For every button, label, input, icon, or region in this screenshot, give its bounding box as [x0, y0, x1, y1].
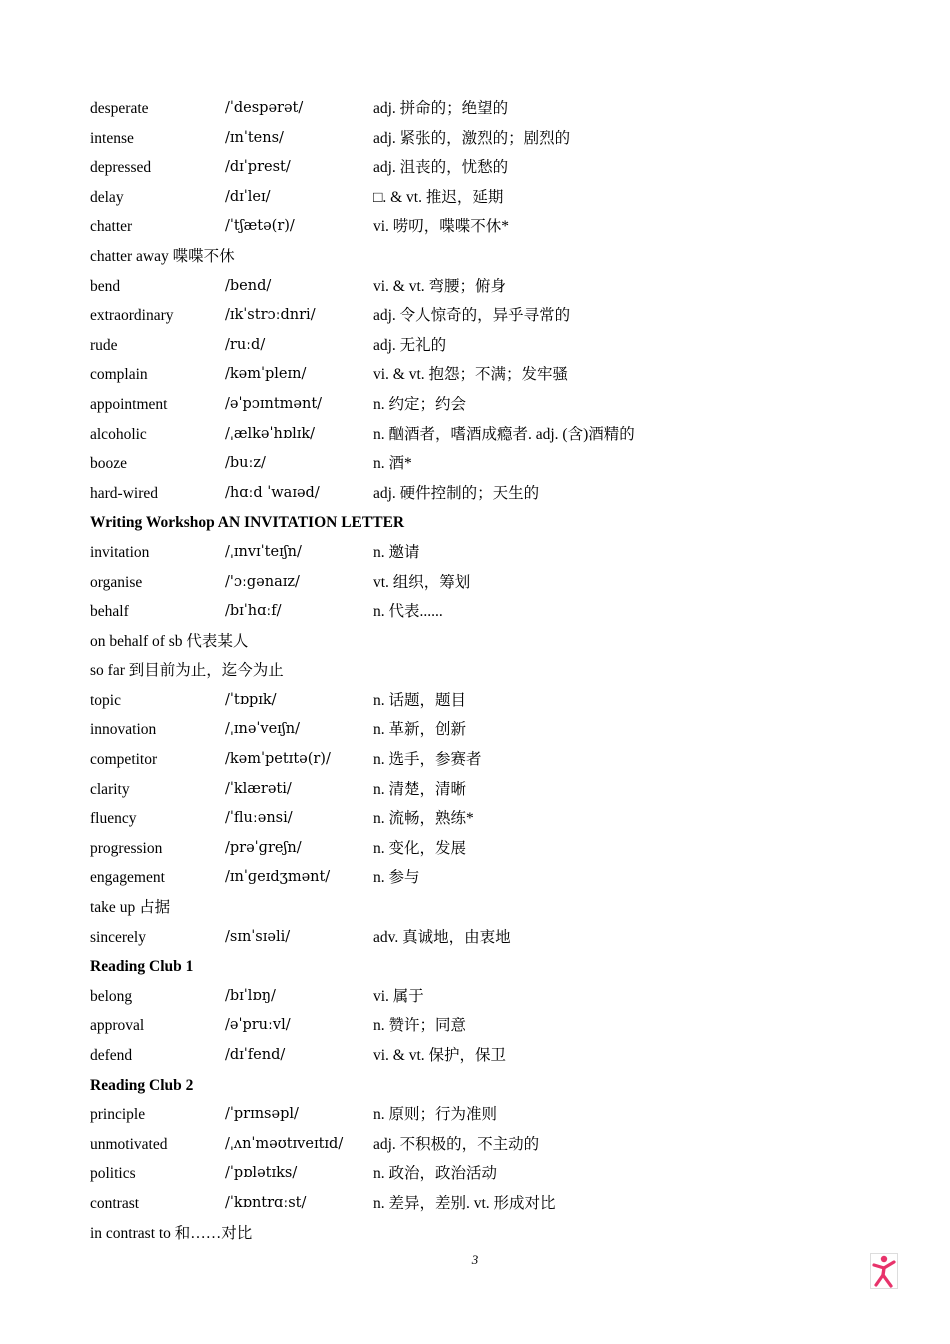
phrase-row: [90, 242, 890, 272]
vocab-phonetic: /ˌʌnˈməʊtɪveɪtɪd/: [225, 1135, 344, 1152]
vocab-phonetic: /ˌɪnvɪˈteɪʃn/: [225, 543, 302, 560]
vocab-entry-row: [90, 1100, 890, 1130]
vocab-entry-row: [90, 923, 890, 953]
vocab-entry-row: [90, 1159, 890, 1189]
vocab-phonetic: /kəmˈpleɪn/: [225, 366, 307, 383]
vocab-entry-row: [90, 1041, 890, 1071]
vocab-phonetic: /əˈpɔɪntmənt/: [225, 395, 323, 412]
vocab-phonetic: /ruːd/: [225, 336, 266, 353]
section-heading-text: Writing Workshop AN INVITATION LETTER: [90, 514, 405, 532]
vocab-word: approval: [90, 1017, 145, 1035]
vocab-phonetic: /dɪˈfend/: [225, 1047, 286, 1063]
vocab-phonetic: /ˈtʃætə(r)/: [225, 218, 295, 235]
vocab-meaning: n. 酗酒者，嗜酒成瘾者. adj. (含)酒精的: [373, 425, 635, 443]
phrase-text: on behalf of sb 代表某人: [90, 632, 249, 650]
vocab-entry-row: [90, 745, 890, 775]
vocab-meaning: adj. 拼命的；绝望的: [373, 100, 509, 117]
vocabulary-list: [90, 94, 890, 1248]
vocab-word: bend: [90, 277, 121, 295]
phrase-row: [90, 893, 890, 923]
vocab-word: behalf: [90, 603, 129, 621]
vocab-meaning: n. 清楚，清晰: [373, 780, 467, 798]
section-heading: [90, 1071, 890, 1101]
vocab-word: clarity: [90, 780, 130, 798]
vocab-meaning: vi. & vt. 抱怨；不满；发牢骚: [373, 366, 569, 384]
vocab-meaning: n. 政治，政治活动: [373, 1165, 498, 1183]
phrase-row: [90, 1219, 890, 1249]
vocab-meaning: adj. 紧张的，激烈的；剧烈的: [373, 129, 571, 147]
vocab-word: complain: [90, 366, 148, 384]
vocab-word: invitation: [90, 543, 150, 561]
vocab-entry-row: [90, 715, 890, 745]
vocab-phonetic: /ɪnˈtens/: [225, 129, 284, 146]
vocab-phonetic: /kəmˈpetɪtə(r)/: [225, 751, 331, 768]
vocab-entry-row: [90, 479, 890, 509]
vocab-entry-row: [90, 775, 890, 805]
phrase-text: so far 到目前为止，迄今为止: [90, 662, 284, 680]
vocab-word: belong: [90, 987, 133, 1005]
vocab-phonetic: /ˌɪnəˈveɪʃn/: [225, 721, 300, 738]
vocab-meaning: □. & vt. 推迟，延期: [373, 188, 504, 206]
vocab-phonetic: /ˈtɒpɪk/: [225, 691, 277, 708]
vocab-word: appointment: [90, 395, 168, 413]
section-heading: [90, 952, 890, 982]
vocab-phonetic: /buːz/: [225, 455, 266, 472]
vocab-meaning: vi. 唠叨，喋喋不休*: [373, 218, 510, 236]
vocab-phonetic: /hɑːd ˈwaɪəd/: [225, 484, 320, 501]
vocab-word: rude: [90, 336, 118, 354]
vocab-phonetic: /ɪkˈstrɔːdnri/: [225, 307, 316, 324]
phrase-row: [90, 627, 890, 657]
vocab-word: topic: [90, 691, 121, 709]
vocab-phonetic: /əˈpruːvl/: [225, 1017, 291, 1034]
vocab-word: unmotivated: [90, 1135, 168, 1153]
vocab-entry-row: [90, 212, 890, 242]
vocab-entry-row: [90, 153, 890, 183]
vocab-word: politics: [90, 1165, 136, 1183]
vocab-entry-row: [90, 94, 890, 124]
vocab-meaning: n. 差异，差别. vt. 形成对比: [373, 1194, 556, 1212]
vocab-word: alcoholic: [90, 425, 147, 443]
vocab-meaning: vi. & vt. 保护，保卫: [373, 1047, 507, 1064]
vocab-phonetic: /ˈprɪnsəpl/: [225, 1106, 299, 1123]
vocab-meaning: adj. 不积极的，不主动的: [373, 1135, 540, 1153]
vocab-meaning: adj. 令人惊奇的，异乎寻常的: [373, 307, 571, 325]
vocab-phonetic: /ɪnˈɡeɪdʒmənt/: [225, 869, 331, 886]
vocab-phonetic: /bɪˈlɒŋ/: [225, 987, 276, 1004]
vocab-entry-row: [90, 1011, 890, 1041]
vocab-entry-row: [90, 331, 890, 361]
vocab-phonetic: /ˌælkəˈhɒlɪk/: [225, 425, 316, 442]
vocab-entry-row: [90, 360, 890, 390]
vocab-meaning: vi. & vt. 弯腰；俯身: [373, 277, 507, 295]
vocab-phonetic: /prəˈɡreʃn/: [225, 839, 302, 856]
vocab-word: intense: [90, 129, 134, 147]
vocab-phonetic: /ˈfluːənsi/: [225, 810, 293, 827]
vocab-entry-row: [90, 597, 890, 627]
vocab-entry-row: [90, 124, 890, 154]
vocab-word: booze: [90, 455, 128, 473]
vocab-entry-row: [90, 301, 890, 331]
vocab-meaning: n. 原则；行为准则: [373, 1106, 498, 1124]
vocab-meaning: n. 代表......: [373, 603, 443, 621]
section-heading-text: Reading Club 2: [90, 1076, 194, 1094]
vocab-meaning: n. 流畅，熟练*: [373, 810, 474, 828]
vocab-word: organise: [90, 573, 143, 591]
vocab-meaning: adj. 沮丧的，忧愁的: [373, 159, 509, 177]
vocab-word: desperate: [90, 100, 149, 117]
vocab-word: delay: [90, 188, 124, 206]
vocab-entry-row: [90, 568, 890, 598]
vocab-meaning: n. 酒*: [373, 455, 412, 473]
vocab-word: engagement: [90, 869, 165, 887]
vocab-word: depressed: [90, 159, 152, 177]
vocab-entry-row: [90, 183, 890, 213]
vocab-meaning: n. 革新，创新: [373, 721, 467, 739]
vocab-phonetic: /bend/: [225, 277, 272, 294]
phrase-row: [90, 656, 890, 686]
section-heading: [90, 508, 890, 538]
vocab-entry-row: [90, 863, 890, 893]
vocab-entry-row: [90, 272, 890, 302]
vocab-entry-row: [90, 538, 890, 568]
phrase-text: in contrast to 和……对比: [90, 1224, 253, 1242]
vocab-phonetic: /ˈkɒntrɑːst/: [225, 1194, 307, 1211]
logo-head: [881, 1256, 887, 1262]
vocab-word: extraordinary: [90, 307, 174, 325]
vocab-word: competitor: [90, 751, 158, 769]
vocab-entry-row: [90, 1130, 890, 1160]
vocab-entry-row: [90, 804, 890, 834]
vocab-meaning: n. 参与: [373, 869, 420, 887]
vocab-entry-row: [90, 449, 890, 479]
vocab-entry-row: [90, 686, 890, 716]
section-heading-text: Reading Club 1: [90, 958, 194, 976]
vocab-meaning: n. 邀请: [373, 543, 420, 561]
vocab-meaning: vi. 属于: [373, 987, 424, 1005]
phrase-text: chatter away 喋喋不休: [90, 247, 235, 265]
vocab-word: fluency: [90, 810, 137, 828]
page-number: 3: [471, 1252, 479, 1267]
vocab-meaning: n. 约定；约会: [373, 395, 467, 413]
vocab-entry-row: [90, 420, 890, 450]
vocab-word: contrast: [90, 1194, 140, 1212]
vocab-meaning: n. 赞许；同意: [373, 1017, 467, 1035]
vocab-meaning: adj. 无礼的: [373, 336, 447, 354]
vocab-meaning: n. 话题，题目: [373, 691, 467, 709]
vocab-phonetic: /ˈklærəti/: [225, 780, 292, 797]
vocab-word: defend: [90, 1047, 133, 1064]
vocab-word: progression: [90, 839, 163, 857]
vocab-word: chatter: [90, 218, 133, 236]
phrase-text: take up 占据: [90, 899, 171, 917]
vocab-meaning: n. 选手，参赛者: [373, 751, 482, 769]
vocab-phonetic: /ˈdespərət/: [225, 100, 304, 116]
person-logo-icon: [870, 1253, 898, 1289]
vocab-meaning: adv. 真诚地，由衷地: [373, 928, 511, 946]
vocab-meaning: vt. 组织，筹划: [373, 573, 471, 591]
vocab-phonetic: /'ɔːgənaɪz/: [225, 573, 300, 590]
vocab-phonetic: /dɪˈprest/: [225, 159, 291, 176]
vocab-entry-row: [90, 390, 890, 420]
vocab-phonetic: /bɪˈhɑːf/: [225, 603, 282, 620]
vocab-phonetic: /dɪˈleɪ/: [225, 188, 271, 205]
vocab-meaning: n. 变化，发展: [373, 839, 467, 857]
vocab-word: sincerely: [90, 928, 146, 946]
vocab-entry-row: [90, 982, 890, 1012]
vocab-entry-row: [90, 1189, 890, 1219]
vocab-phonetic: /sɪnˈsɪəli/: [225, 928, 291, 945]
vocab-entry-row: [90, 834, 890, 864]
vocab-word: hard-wired: [90, 484, 158, 502]
vocab-meaning: adj. 硬件控制的；天生的: [373, 484, 540, 502]
vocab-phonetic: /ˈpɒlətɪks/: [225, 1165, 298, 1182]
vocab-word: innovation: [90, 721, 157, 739]
vocab-word: principle: [90, 1106, 146, 1124]
